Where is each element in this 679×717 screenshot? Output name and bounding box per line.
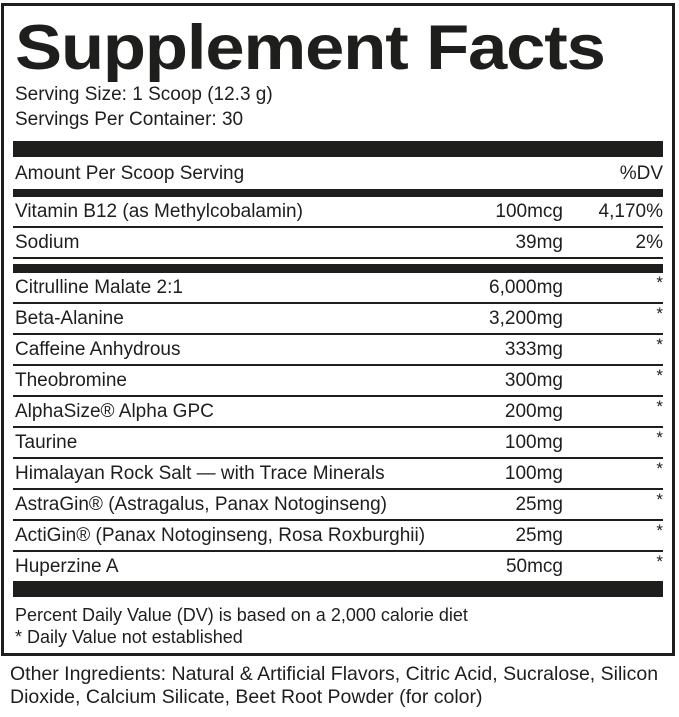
nutrient-amount: 39mg — [515, 232, 563, 254]
nutrient-dv — [563, 428, 663, 453]
other-ingredients: Other Ingredients: Natural & Artificial Flavors, Citric Acid, Sucralose, Silicon Dioxide, Calcium Silicate, Beet Root Powder (for color) — [10, 663, 659, 709]
nutrient-dv — [563, 459, 663, 484]
daily-value-asterisk: * — [656, 428, 663, 448]
nutrient-name: AstraGin® (Astragalus, Panax Notoginseng) — [15, 494, 388, 516]
nutrient-amount: 3,200mg — [489, 308, 563, 330]
nutrient-amount: 100mcg — [495, 201, 563, 223]
nutrient-amount: 50mcg — [505, 556, 563, 578]
nutrient-amount: 6,000mg — [489, 277, 563, 299]
amount-column-header: Amount Per Scoop Serving — [15, 163, 245, 185]
nutrient-dv — [563, 490, 663, 515]
nutrient-row-himalayan-rock-salt — [13, 459, 663, 490]
nutrient-name: Theobromine — [15, 370, 127, 392]
nutrient-name: AlphaSize® Alpha GPC — [15, 401, 214, 423]
nutrient-name: Caffeine Anhydrous — [15, 339, 181, 361]
nutrient-amount: 333mg — [504, 339, 563, 361]
nutrient-name: Taurine — [15, 432, 78, 454]
nutrient-row-theobromine — [13, 366, 663, 397]
daily-value-asterisk: * — [656, 366, 663, 386]
daily-value-asterisk: * — [656, 552, 663, 572]
panel-title: Supplement Facts — [15, 13, 605, 83]
nutrient-amount: 25mg — [515, 525, 563, 547]
nutrient-amount: 25mg — [515, 494, 563, 516]
supplement-facts-panel — [1, 3, 675, 656]
nutrient-dv — [563, 521, 663, 546]
daily-value-asterisk: * — [656, 521, 663, 541]
daily-value-asterisk: * — [656, 304, 663, 324]
thick-divider-bottom — [13, 581, 663, 597]
medium-divider-header — [13, 189, 663, 197]
nutrient-row-sodium — [13, 228, 663, 257]
nutrient-dv — [563, 273, 663, 298]
nutrient-row-astragin — [13, 490, 663, 521]
footnote-not-established: * Daily Value not established — [15, 627, 243, 648]
footnote-daily-value: Percent Daily Value (DV) is based on a 2,000 calorie diet — [15, 605, 468, 626]
nutrient-name: Beta-Alanine — [15, 308, 124, 330]
daily-value-asterisk: * — [656, 335, 663, 355]
nutrient-dv — [563, 366, 663, 391]
nutrient-dv — [563, 304, 663, 329]
nutrient-dv — [563, 335, 663, 360]
thick-divider-top — [13, 141, 663, 157]
nutrient-row-alphasize-alpha-gpc — [13, 397, 663, 428]
nutrient-amount: 100mg — [504, 432, 563, 454]
footnotes — [13, 597, 663, 653]
daily-value-asterisk: * — [656, 397, 663, 417]
nutrient-name: ActiGin® (Panax Notoginseng, Rosa Roxburghii) — [15, 525, 426, 547]
dv-column-header: %DV — [619, 163, 663, 185]
nutrient-row-taurine — [13, 428, 663, 459]
nutrient-name: Citrulline Malate 2:1 — [15, 277, 183, 299]
nutrient-dv: 4,170% — [598, 201, 663, 223]
nutrient-dv — [563, 397, 663, 422]
thick-divider-middle — [13, 264, 663, 273]
nutrient-amount: 100mg — [504, 463, 563, 485]
nutrient-amount: 300mg — [504, 370, 563, 392]
daily-value-asterisk: * — [656, 490, 663, 510]
nutrient-amount: 200mg — [504, 401, 563, 423]
servings-per-container: Servings Per Container: 30 — [15, 109, 244, 131]
nutrient-name: Himalayan Rock Salt — with Trace Minerals — [15, 463, 385, 485]
nutrient-row-caffeine-anhydrous — [13, 335, 663, 366]
daily-value-asterisk: * — [656, 459, 663, 479]
nutrient-name: Sodium — [15, 232, 80, 254]
serving-size: Serving Size: 1 Scoop (12.3 g) — [15, 84, 273, 106]
nutrient-row-actigin — [13, 521, 663, 552]
nutrient-row-citrulline-malate — [13, 273, 663, 304]
nutrient-name: Huperzine A — [15, 556, 119, 578]
nutrient-row-vitamin-b12 — [13, 197, 663, 228]
nutrient-dv: 2% — [635, 232, 663, 254]
nutrient-row-beta-alanine — [13, 304, 663, 335]
nutrient-row-huperzine-a — [13, 552, 663, 581]
daily-value-asterisk: * — [656, 273, 663, 293]
nutrient-dv — [563, 552, 663, 577]
nutrient-name: Vitamin B12 (as Methylcobalamin) — [15, 201, 303, 223]
column-header-row — [13, 157, 663, 189]
serving-info — [13, 82, 663, 132]
